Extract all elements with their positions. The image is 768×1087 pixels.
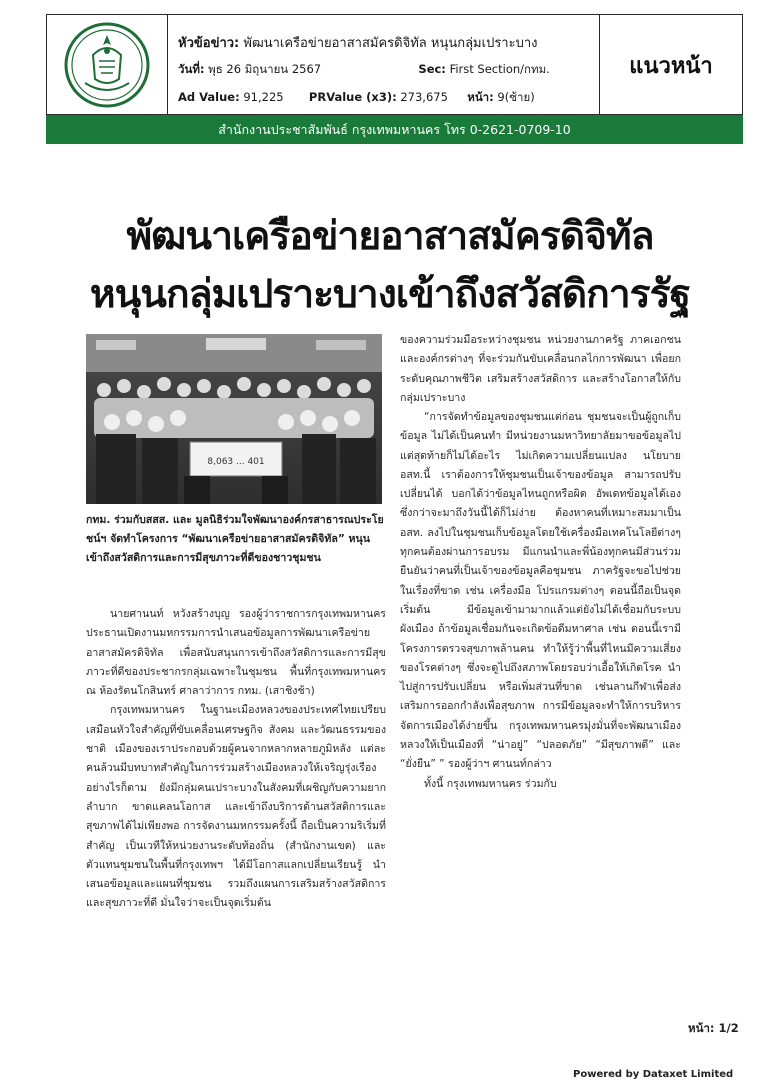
event-group-photo	[86, 334, 382, 504]
article-column-2	[400, 408, 681, 794]
headline-line-2: หนุนกลุ่มเปราะบางเข้าถึงสวัสดิการรัฐ	[89, 272, 691, 317]
paragraph: กรุงเทพมหานคร ในฐานะเมืองหลวงของประเทศไทยเปรียบเสมือนหัวใจสำคัญที่ขับเคลื่อนเศรษฐกิจ สังคม และวัฒนธรรมของชาติ เมืองของเราประกอบด้วยผู้คนจากหลากหลายภูมิหลัง แต่ละคนล้วนมีบทบาทสำคัญในการร่วมสร้างเมืองหลวงให้เจริญรุ่งเรือง อย่างไรก็ตาม ยังมีกลุ่มคนเปราะบางในสังคมที่เผชิญกับความยากลำบาก ขาดแคลนโอกาส และเข้าถึงบริการด้านสวัสดิการและสุขภาพได้ไม่เพียงพอ การจัดงานมหกรรมครั้งนี้ ถือเป็นความริเริ่มที่สำคัญ เป็นเวทีให้หน่วยงานระดับท้องถิ่น (สำนักงานเขต) และตัวแทนชุมชนในพื้นที่กรุงเทพฯ ได้มีโอกาสแลกเปลี่ยนเรียนรู้ นำเสนอข้อมูลและแผนที่ชุมชน รวมถึงแผนการเสริมสร้างสวัสดิการและสุขภาวะที่ดี มั่นใจว่าจะเป็นจุดเริ่มต้น	[86, 704, 386, 910]
contact-bar: สำนักงานประชาสัมพันธ์ กรุงเทพมหานคร โทร 0-2621-0709-10	[46, 115, 743, 144]
article-column-2-top	[400, 331, 681, 408]
donation-board-text: 8,063 ... 401	[207, 457, 265, 467]
metadata-cell	[168, 15, 600, 115]
paragraph: นายศานนท์ หวังสร้างบุญ รองผู้ว่าราชการกรุงเทพมหานคร ประธานเปิดงานมหกรรมการนำเสนอข้อมูลการพัฒนาเครือข่ายอาสาสมัครดิจิทัล เพื่อสนับสนุนการเข้าถึงสวัสดิการและการมีสุขภาวะที่ดีของประชากรกลุ่มเฉพาะในชุมชน พื้นที่กรุงเทพมหานคร ณ ห้องรัตนโกสินทร์ ศาลาว่าการ กทม. (เสาชิงช้า)	[86, 608, 386, 698]
paragraph: “การจัดทำข้อมูลของชุมชนแต่ก่อน ชุมชนจะเป็นผู้ถูกเก็บข้อมูล ไม่ได้เป็นคนทำ มีหน่วยงานมหาวิทยาลัยมาขอข้อมูลไปแต่สุดท้ายก็ไม่ได้อะไร ไม่เกิดความเปลี่ยนแปลง นโยบาย อสท.นี้ เราต้องการให้ชุมชนเป็นเจ้าของข้อมูล สามารถปรับเปลี่ยนได้ บอกได้ว่าข้อมูลไหนถูกหรือผิด อัพเดทข้อมูลได้เอง ซึ่งกว่าจะมาถึงวันนี้ได้ก็ไม่ง่าย ต้องหาคนที่เหมาะสมมาเป็น อสท. ลงไปในชุมชนเก็บข้อมูลโดยใช้เครื่องมือเทคโนโลยีต่างๆ ทุกคนต้องผ่านการอบรม มีแกนนำและพี่น้องทุกคนมีส่วนร่วม ยืนยันว่าคนที่เป็นเจ้าของข้อมูลคือชุมชน ภาครัฐจะขอไปช่วยในเรื่องที่ขาด เช่น เครื่องมือ โปรแกรมต่างๆ ตอนนี้ถือเป็นจุดเริ่มต้น มีข้อมูลเข้ามามากแล้วแต่ยังไม่ได้เชื่อมกับระบบผังเมือง ถ้าข้อมูลเชื่อมกันจะเกิดข้อดีมหาศาล เช่น ตอนนี้เรามีโครงการตรวจสุขภาพล้านคน ทำให้รู้ว่าพื้นที่ไหนมีความเสี่ยงของโรคต่างๆ ซึ่งจะดูไปถึงสภาพโดยรอบว่าเอื้อให้เกิดโรค นำไปสู่การปรับเปลี่ยน หรือเพิ่มส่วนที่ขาด เช่นลานกีฬาเพื่อส่งเสริมการออกกำลังเพื่อสุขภาพ การมีข้อมูลจะทำให้การบริหารจัดการเมืองได้ง่ายขึ้น กรุงเทพมหานครมุ่งมั่นที่จะพัฒนาเมืองหลวงให้เป็นเมืองที่ “น่าอยู่” “ปลอดภัย” “มีสุขภาพดี” และ “ยั่งยืน” ” รองผู้ว่าฯ ศานนท์กล่าว	[400, 411, 681, 771]
paragraph: ทั้งนี้ กรุงเทพมหานคร ร่วมกับ	[424, 777, 557, 790]
news-clipping-header	[46, 14, 743, 115]
value-row: Ad Value: 91,225 PRValue (x3): 273,675 หน้า: 9(ซ้าย)	[178, 90, 535, 104]
headline-line-1: พัฒนาเครือข่ายอาสาสมัครดิจิทัล	[126, 214, 654, 259]
article-column-1	[86, 605, 386, 914]
powered-by-label: Powered by Dataxet Limited	[573, 1069, 734, 1080]
photo-caption: กทม. ร่วมกับสสส. และ มูลนิธิร่วมใจพัฒนาองค์กรสาธารณประโยชน์ฯ จัดทำโครงการ “พัฒนาเครือข่ายอาสาสมัครดิจิทัล” หนุนเข้าถึงสวัสดิการและการมีสุขภาวะที่ดีของชาวชุมชน	[86, 514, 384, 564]
paragraph: ของความร่วมมือระหว่างชุมชน หน่วยงานภาครัฐ ภาคเอกชน และองค์กรต่างๆ ที่จะร่วมกันขับเคลื่อนกลไกการพัฒนา เพื่อยกระดับคุณภาพชีวิต เสริมสร้างสวัสดิการ และสร้างโอกาสให้กับกลุ่มเปราะบาง	[400, 334, 681, 404]
date-row: วันที่: พุธ 26 มิถุนายน 2567 Sec: First Section/กทม.	[178, 62, 550, 76]
logo-cell	[47, 15, 168, 115]
page-indicator: หน้า: 1/2	[688, 1021, 739, 1035]
publication-name: แนวหน้า	[599, 15, 742, 115]
bangkok-seal-icon	[63, 21, 151, 109]
topic-row: หัวข้อข่าว: พัฒนาเครือข่ายอาสาสมัครดิจิทัล หนุนกลุ่มเปราะบาง	[178, 36, 538, 51]
